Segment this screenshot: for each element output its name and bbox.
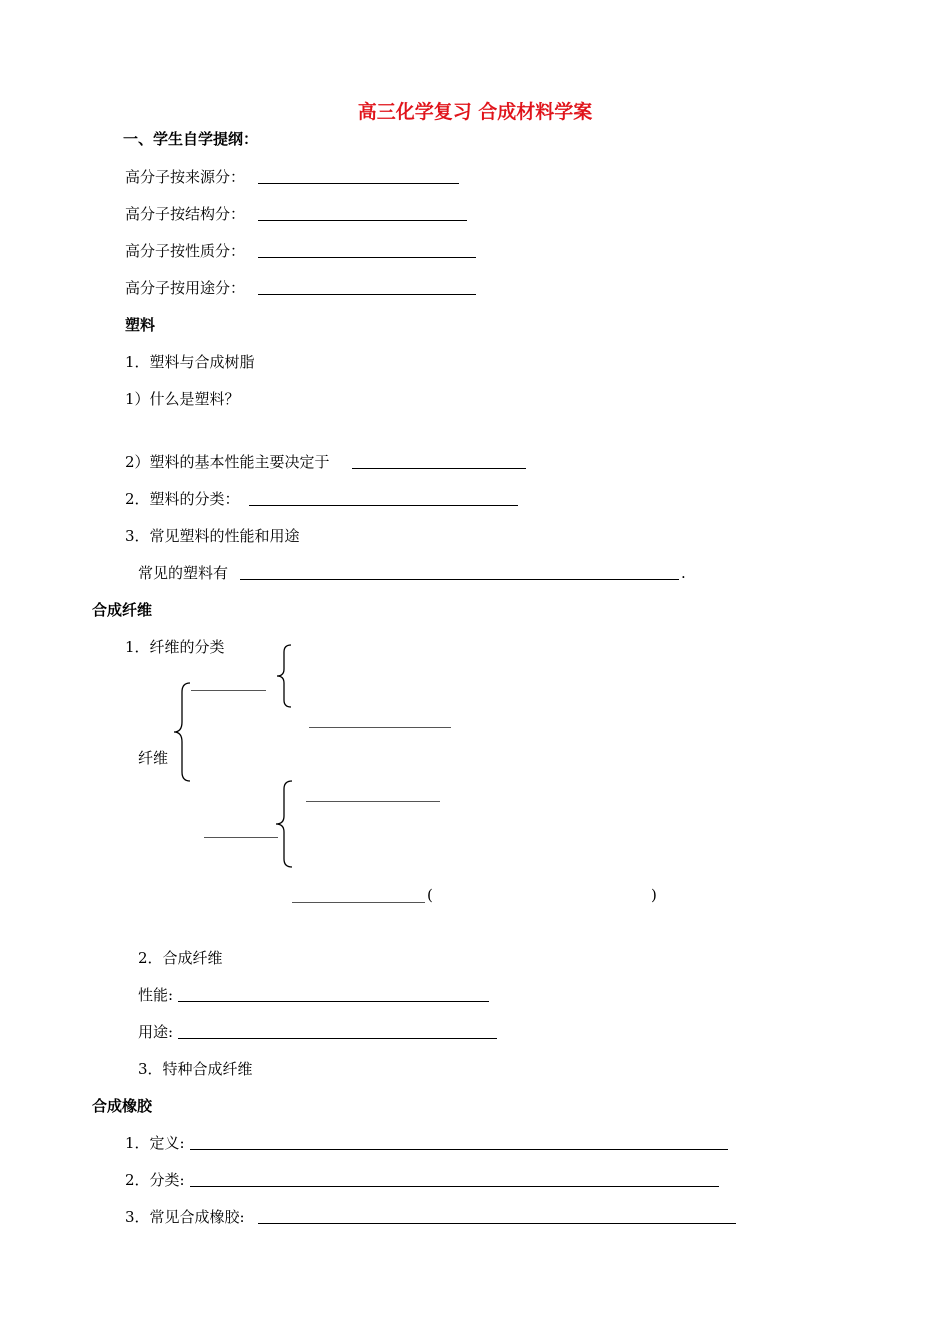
blank-fiber-category-1[interactable] xyxy=(191,690,266,691)
item-property-label: 高分子按性质分： xyxy=(125,242,246,260)
blank-plastic-classification[interactable] xyxy=(249,505,518,506)
section-heading-self-study: 一、学生自学提纲： xyxy=(123,130,259,148)
plastics-item-2: 2．塑料的分类： xyxy=(125,490,240,508)
fiber-usage-label: 用途: xyxy=(138,1023,174,1041)
blank-source[interactable] xyxy=(258,183,459,184)
blank-usage[interactable] xyxy=(258,294,476,295)
fiber-performance-label: 性能: xyxy=(138,986,174,1004)
blank-rubber-classification[interactable] xyxy=(190,1186,719,1187)
brace-fiber-root-icon xyxy=(172,682,192,782)
plastics-question-2: 2）塑料的基本性能主要决定于 xyxy=(125,453,330,471)
fibers-item-3: 3．特种合成纤维 xyxy=(138,1060,253,1078)
blank-common-rubber[interactable] xyxy=(258,1223,736,1224)
rubber-item-2: 2．分类: xyxy=(125,1171,185,1189)
item-source-label: 高分子按来源分： xyxy=(125,168,246,186)
blank-common-plastics[interactable] xyxy=(240,579,679,580)
blank-property[interactable] xyxy=(258,257,476,258)
item-usage-label: 高分子按用途分： xyxy=(125,279,246,297)
blank-fiber-usage[interactable] xyxy=(178,1038,497,1039)
section-heading-fibers: 合成纤维 xyxy=(92,601,153,619)
item-structure-label: 高分子按结构分： xyxy=(125,205,246,223)
plastics-question-1: 1）什么是塑料？ xyxy=(125,390,240,408)
period-mark: . xyxy=(681,564,686,582)
blank-fiber-category-2[interactable] xyxy=(204,837,278,838)
section-heading-rubber: 合成橡胶 xyxy=(92,1097,153,1115)
fiber-root-label: 纤维 xyxy=(138,749,169,767)
plastics-common-label: 常见的塑料有 xyxy=(138,564,229,582)
blank-fiber-subtype-1[interactable] xyxy=(309,727,451,728)
brace-category-2-icon xyxy=(274,780,294,868)
blank-fiber-subtype-3[interactable] xyxy=(292,902,425,903)
rubber-item-1: 1．定义: xyxy=(125,1134,185,1152)
section-heading-plastics: 塑料 xyxy=(125,316,156,334)
blank-structure[interactable] xyxy=(258,220,467,221)
plastics-item-1: 1．塑料与合成树脂 xyxy=(125,353,255,371)
paren-open: ( xyxy=(427,886,433,904)
blank-fiber-subtype-2[interactable] xyxy=(306,801,440,802)
fibers-item-1: 1．纤维的分类 xyxy=(125,638,225,656)
page-title: 高三化学复习 合成材料学案 xyxy=(357,101,593,123)
brace-category-1-icon xyxy=(275,644,293,708)
blank-fiber-performance[interactable] xyxy=(178,1001,489,1002)
rubber-item-3: 3．常见合成橡胶: xyxy=(125,1208,245,1226)
fibers-item-2: 2．合成纤维 xyxy=(138,949,223,967)
plastics-item-3: 3．常见塑料的性能和用途 xyxy=(125,527,300,545)
blank-rubber-definition[interactable] xyxy=(190,1149,728,1150)
paren-close: ) xyxy=(651,886,657,904)
blank-plastic-performance[interactable] xyxy=(352,468,526,469)
